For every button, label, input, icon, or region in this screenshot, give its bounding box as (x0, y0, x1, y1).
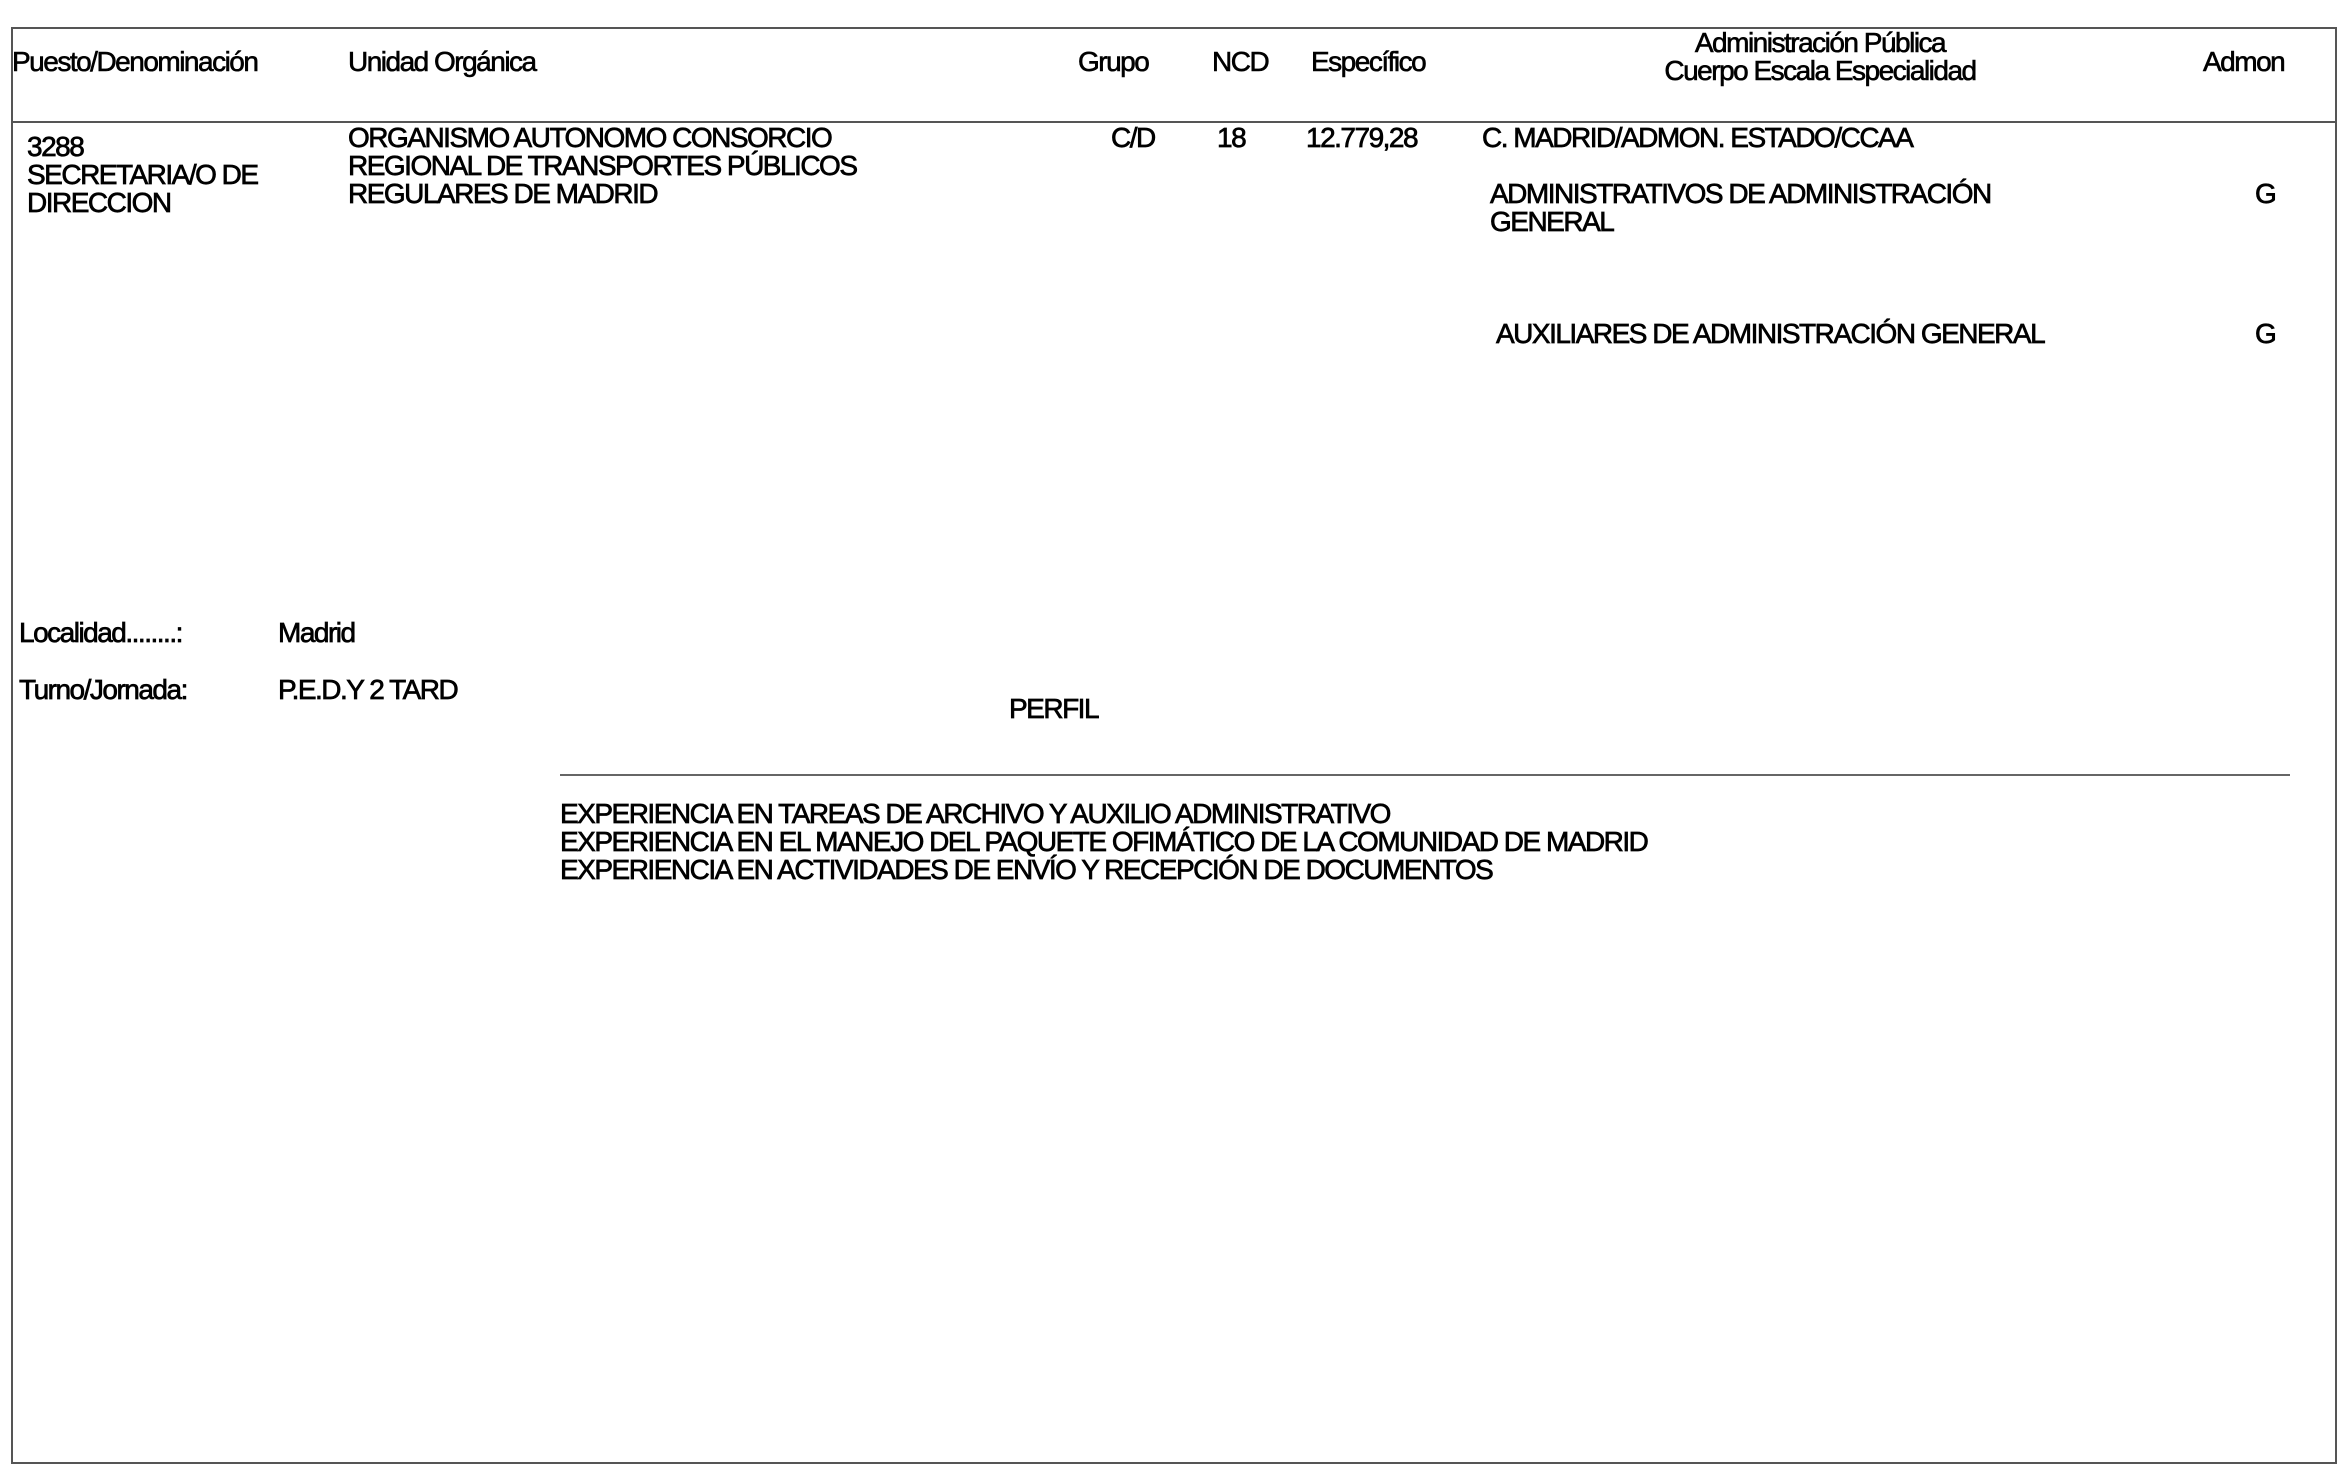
header-grupo: Grupo (1078, 46, 1149, 77)
perfil-line-2: EXPERIENCIA EN EL MANEJO DEL PAQUETE OFIMÁTICO DE LA COMUNIDAD DE MADRID (560, 826, 1648, 857)
unidad-organica-2: REGIONAL DE TRANSPORTES PÚBLICOS (348, 150, 857, 181)
turno-value: P.E.D.Y 2 TARD (278, 674, 458, 705)
perfil-divider (560, 774, 2290, 776)
cuerpo-1-nombre-2: GENERAL (1490, 206, 1614, 237)
cuerpo-1-admon: G (2255, 178, 2276, 209)
perfil-title: PERFIL (1009, 693, 1099, 724)
header-cuerpo-escala: Cuerpo Escala Especialidad (1664, 55, 1976, 86)
unidad-organica-3: REGULARES DE MADRID (348, 178, 658, 209)
header-ncd: NCD (1212, 46, 1269, 77)
puesto-especifico: 12.779,28 (1306, 122, 1418, 153)
perfil-line-3: EXPERIENCIA EN ACTIVIDADES DE ENVÍO Y RECEPCIÓN DE DOCUMENTOS (560, 854, 1493, 885)
header-admon: Admon (2203, 46, 2285, 77)
header-puesto: Puesto/Denominación (12, 46, 258, 77)
cuerpo-1-nombre-1: ADMINISTRATIVOS DE ADMINISTRACIÓN (1490, 178, 1991, 209)
localidad-value: Madrid (278, 617, 355, 648)
puesto-denominacion-2: DIRECCION (27, 187, 171, 218)
perfil-line-1: EXPERIENCIA EN TAREAS DE ARCHIVO Y AUXILIO ADMINISTRATIVO (560, 798, 1390, 829)
puesto-denominacion-1: SECRETARIA/O DE (27, 159, 258, 190)
cuerpo-2-nombre: AUXILIARES DE ADMINISTRACIÓN GENERAL (1496, 318, 2045, 349)
header-especifico: Específico (1311, 46, 1426, 77)
puesto-grupo: C/D (1111, 122, 1155, 153)
document-frame (11, 27, 2337, 1464)
puesto-codigo: 3288 (27, 131, 84, 162)
cuerpo-2-admon: G (2255, 318, 2276, 349)
header-unidad: Unidad Orgánica (348, 46, 536, 77)
unidad-organica-1: ORGANISMO AUTONOMO CONSORCIO (348, 122, 832, 153)
puesto-administracion: C. MADRID/ADMON. ESTADO/CCAA (1482, 122, 1913, 153)
localidad-label: Localidad........: (19, 617, 182, 648)
turno-label: Turno/Jornada: (19, 674, 187, 705)
header-admin-publica: Administración Pública (1694, 27, 1946, 58)
puesto-ncd: 18 (1217, 122, 1246, 153)
